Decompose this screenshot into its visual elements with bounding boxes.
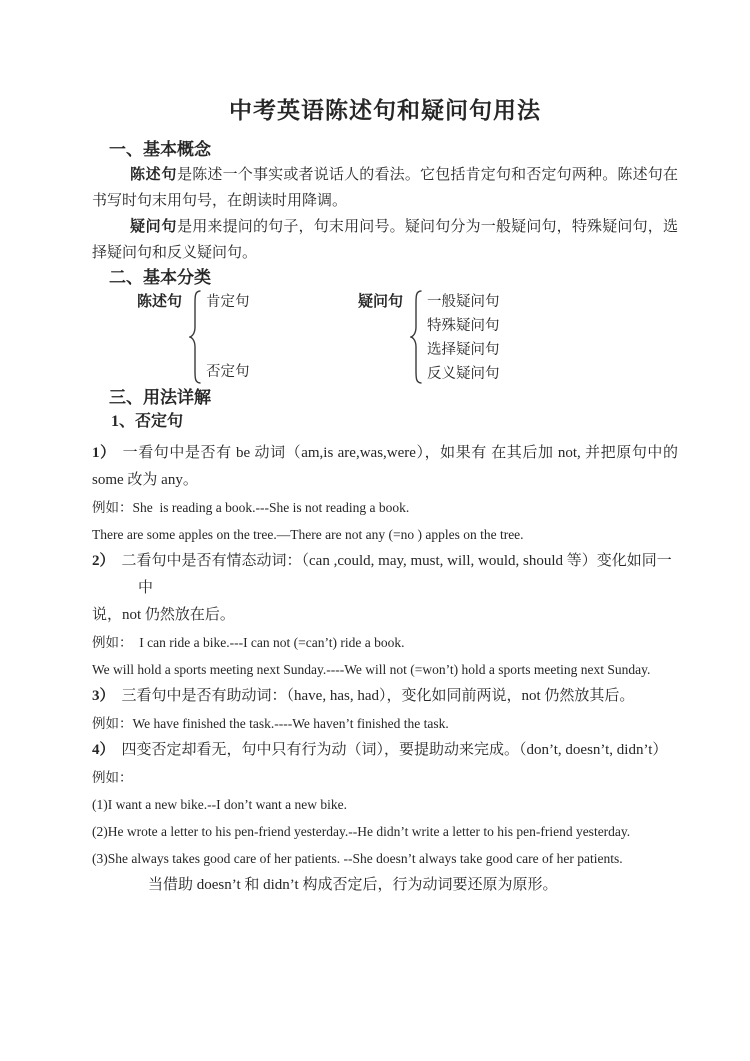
brace-icon xyxy=(409,290,424,389)
list-item: 否定句 xyxy=(206,364,250,380)
declarative-items xyxy=(206,290,250,384)
example-sentence: (2)He wrote a letter to his pen-friend yesterday.--He didn’t write a letter to his pen-friend yesterday. xyxy=(92,824,631,839)
example-sentence: There are some apples on the tree.—There are not any (=no ) apples on the tree. xyxy=(92,527,524,542)
example-sentence: We will hold a sports meeting next Sunday.----We will not (=won’t) hold a sports meeting next Sunday. xyxy=(92,662,651,677)
rule-number: 1） xyxy=(92,445,116,461)
paragraph-text: 是用来提问的句子，句末用问号。疑问句分为一般疑问句，特殊疑问句，选择疑问句和反义疑问句。 xyxy=(92,219,678,261)
paragraph-text: 是陈述一个事实或者说话人的看法。它包括肯定句和否定句两种。陈述句在书写时句末用句号，在朗读时用降调。 xyxy=(92,167,678,209)
section2-heading: 二、基本分类 xyxy=(109,268,211,287)
brace-icon xyxy=(188,290,203,389)
rule-text-continued: 说，not 仍然放在后。 xyxy=(92,607,235,623)
term-declarative: 陈述句 xyxy=(130,167,178,183)
list-item: 反义疑问句 xyxy=(427,366,500,382)
rule-note: 当借助 doesn’t 和 didn’t 构成否定后，行为动词要还原为原形。 xyxy=(148,877,558,893)
example-sentence: (3)She always takes good care of her patients. --She doesn’t always take good care of her patients. xyxy=(92,851,623,866)
paragraph-declarative-definition xyxy=(92,162,678,214)
term-interrogative: 疑问句 xyxy=(130,219,178,235)
rule-text: 4） 四变否定却看无，句中只有行为动（词），要提助动来完成。（don’t, doesn’t, didn’t） xyxy=(92,742,668,758)
list-item: 一般疑问句 xyxy=(427,294,500,310)
list-item: 特殊疑问句 xyxy=(427,318,500,334)
rule-text-hang: 中 xyxy=(138,580,154,596)
section1-heading: 一、基本概念 xyxy=(109,140,211,159)
page-title: 中考英语陈述句和疑问句用法 xyxy=(229,98,541,123)
example-sentence: 例如：We have finished the task.----We haven’t finished the task. xyxy=(92,716,449,731)
example-sentence: 例如： xyxy=(92,770,133,785)
rule-3 xyxy=(92,683,678,737)
example-sentence: 例如： I can ride a bike.---I can not (=can’t) ride a book. xyxy=(92,635,405,650)
rule-text: 2） 二看句中是否有情态动词：（can ,could, may, must, will, would, should 等）变化如同一 xyxy=(92,553,672,569)
rule-text: 3） 三看句中是否有助动词：（have, has, had），变化如同前两说，not 仍然放其后。 xyxy=(92,688,635,704)
rule-1 xyxy=(92,440,678,548)
list-item: 选择疑问句 xyxy=(427,342,500,358)
rules-list xyxy=(92,440,678,899)
list-item: 肯定句 xyxy=(206,294,250,310)
declarative-label: 陈述句 xyxy=(137,294,183,310)
interrogative-branch xyxy=(358,290,500,389)
rule-number: 2） xyxy=(92,553,115,569)
rule-text: 1） 一看句中是否有 be 动词（am,is are,was,were），如果有 在其后加 not, 并把原句中的 some 改为 any。 xyxy=(92,445,678,488)
section3-subheading: 1、否定句 xyxy=(111,413,184,430)
declarative-branch xyxy=(137,290,250,389)
classification-diagram xyxy=(92,290,678,386)
rule-2 xyxy=(92,548,678,683)
interrogative-items xyxy=(427,290,500,386)
example-sentence: (1)I want a new bike.--I don’t want a new bike. xyxy=(92,797,348,812)
rule-number: 4） xyxy=(92,742,115,758)
interrogative-label: 疑问句 xyxy=(358,294,404,310)
rule-number: 3） xyxy=(92,688,115,704)
paragraph-interrogative-definition xyxy=(92,214,678,266)
example-sentence: 例如：She is reading a book.---She is not reading a book. xyxy=(92,500,410,515)
rule-4 xyxy=(92,737,678,899)
section3-heading: 三、用法详解 xyxy=(109,388,211,407)
